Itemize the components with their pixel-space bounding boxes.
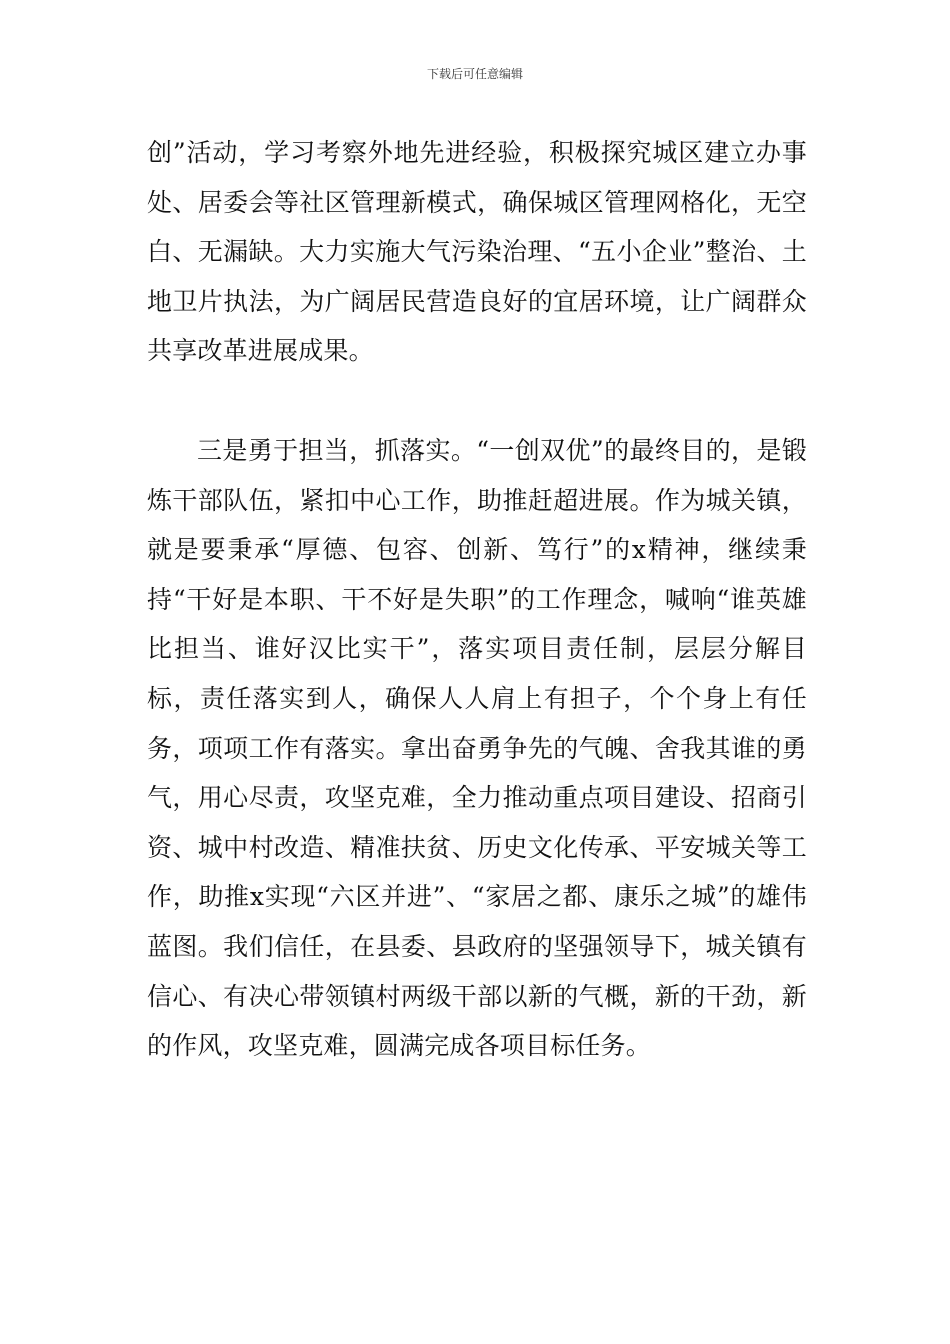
page-header-note: 下载后可任意编辑: [426, 67, 523, 81]
paragraph-take-responsibility: 三是勇于担当，抓落实。“一创双优”的最终目的，是锻炼干部队伍，紧扣中心工作，助推赶超进展。作为城关镇，就是要秉承“厚德、包容、创新、笃行”的x精神，继续秉持“干好是本职、干不好是失职”的工作理念，喊响“谁英雄比担当、谁好汉比实干”，落实项目责任制，层层分解目标，责任落实到人，确保人人肩上有担子，个个身上有任务，项项工作有落实。拿出奋勇争先的气魄、舍我其谁的勇气，用心尽责，攻坚克难，全力推动重点项目建设、招商引资、城中村改造、精准扶贫、历史文化传承、平安城关等工作，助推x实现“六区并进”、“家居之都、康乐之城”的雄伟蓝图。我们信任，在县委、县政府的坚强领导下，城关镇有信心、有决心带领镇村两级干部以新的气概，新的干劲，新的作风，攻坚克难，圆满完成各项目标任务。: [147, 435, 807, 1061]
document-body: [147, 128, 807, 1071]
paragraph-spacer: [147, 376, 807, 426]
paragraph-continued: 创”活动，学习考察外地先进经验，积极探究城区建立办事处、居委会等社区管理新模式，确保城区管理网格化，无空白、无漏缺。大力实施大气污染治理、“五小企业”整治、土地卫片执法，为广阔居民营造良好的宜居环境，让广阔群众共享改革进展成果。: [147, 138, 807, 366]
